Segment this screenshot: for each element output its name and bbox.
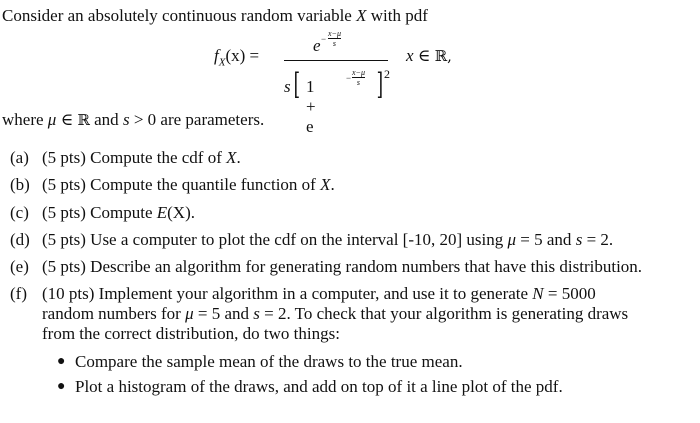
formula-lhs: $f_X(x)$ = — [214, 46, 260, 69]
item-d: (5 pts) Use a computer to plot the cdf on the interval [-10, 20] using μ = 5 and s = 2. — [42, 230, 614, 249]
bullet-2: Plot a histogram of the draws, and add on top of it a line plot of the pdf. — [75, 377, 563, 396]
item-f-line-3: from the correct distribution, do two things: — [42, 324, 340, 343]
denominator-exponent: $\frac{x-\mu}{s}$ — [352, 68, 365, 87]
fraction-bar — [284, 60, 388, 61]
item-b: (5 pts) Compute the quantile function of X. — [42, 175, 335, 194]
item-a: (5 pts) Compute the cdf of X. — [42, 148, 241, 167]
item-c: (5 pts) Compute E(X). — [42, 203, 195, 222]
item-f: (10 pts) Implement your algorithm in a computer, and use it to generate N = 5000 — [42, 284, 596, 303]
bullet-1: Compare the sample mean of the draws to the true mean. — [75, 352, 463, 371]
bullet-2-marker: ● — [57, 379, 66, 394]
formula-numerator: e — [313, 36, 321, 55]
denominator-body: 1 + e — [306, 77, 316, 136]
item-d-label: (d) — [10, 230, 30, 249]
item-b-label: (b) — [10, 175, 30, 194]
parameters-text: where μ ∈ ℝ and s > 0 are parameters. — [2, 110, 265, 129]
item-e: (5 pts) Describe an algorithm for generating random numbers that have this distribution. — [42, 257, 643, 276]
item-c-label: (c) — [10, 203, 29, 222]
item-f-label: (f) — [10, 284, 27, 303]
item-a-label: (a) — [10, 148, 29, 167]
intro-text: Consider an absolutely continuous random variable X with pdf — [2, 6, 428, 25]
variable-x: X — [356, 6, 367, 25]
bullet-1-marker: ● — [57, 354, 66, 369]
item-e-label: (e) — [10, 257, 29, 276]
formula-domain: x ∈ ℝ, — [406, 46, 452, 65]
pdf-formula: $f_X(x)$ = e − $\frac{x-\mu}{s}$ s [ 1 + e − $\frac{x-\mu}{s}$ ] 2 x ∈ ℝ, — [214, 29, 452, 136]
numerator-exponent: $\frac{x-\mu}{s}$ — [328, 29, 341, 48]
item-f-line-2: random numbers for μ = 5 and s = 2. To check that your algorithm is generating draws — [42, 304, 629, 323]
